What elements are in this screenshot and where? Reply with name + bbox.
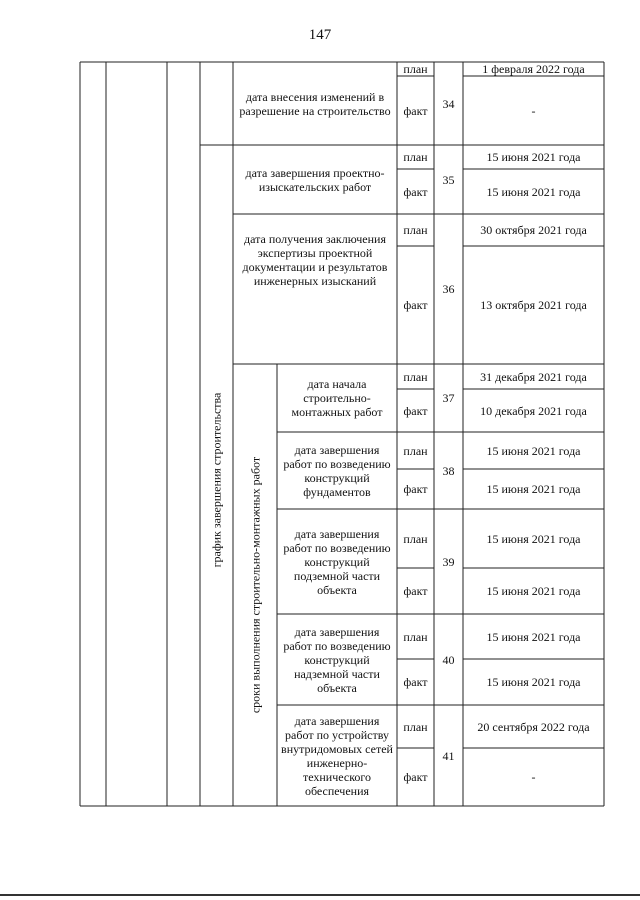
row-36-plan-label: план [403, 223, 428, 237]
row-38-plan-label: план [403, 443, 428, 458]
row-35-fact-label: факт [403, 184, 428, 199]
row-35-description: дата завершения проектно-изыскательских работ [245, 165, 385, 194]
row-36-fact-value: 13 октября 2021 года [480, 298, 587, 312]
row-34-fact-value: - [531, 103, 536, 118]
row-37-description: дата начала строительно-монтажных работ [291, 377, 383, 419]
row-34-fact-label: факт [403, 103, 428, 118]
row-36-plan-value: 30 октября 2021 года [480, 223, 587, 237]
row-40-fact-label: факт [403, 675, 428, 689]
schedule-vertical-label: график завершения строительства [209, 392, 224, 568]
row-40-number: 40 [442, 652, 455, 667]
row-38-plan-value: 15 июня 2021 года [486, 443, 581, 458]
construction-terms-vertical-label: сроки выполнения строительно-монтажных работ [248, 456, 263, 714]
row-40-fact-value: 15 июня 2021 года [486, 675, 581, 689]
row-39-description: дата завершения работ по возведению конструкций подземной части объекта [283, 526, 391, 597]
row-40-plan-label: план [403, 629, 428, 644]
row-41-fact-value: - [531, 770, 536, 784]
row-40-description: дата завершения работ по возведению конструкций надземной части объекта [283, 624, 391, 695]
row-41-plan-label: план [403, 719, 428, 734]
row-34-description: дата внесения изменений в разрешение на строительство [239, 89, 391, 118]
row-41-fact-label: факт [403, 770, 428, 784]
row-36-fact-label: факт [403, 298, 428, 312]
row-39-number: 39 [442, 554, 455, 569]
row-35-plan-value: 15 июня 2021 года [486, 150, 581, 164]
row-40-plan-value: 15 июня 2021 года [486, 629, 581, 644]
row-34-number: 34 [442, 96, 455, 111]
row-35-plan-label: план [403, 150, 428, 164]
page-bottom-rule [0, 894, 640, 896]
row-41-number: 41 [442, 748, 455, 763]
row-35-fact-value: 15 июня 2021 года [486, 184, 581, 199]
row-39-fact-label: факт [403, 584, 428, 598]
row-36-number: 36 [442, 282, 455, 296]
row-39-plan-label: план [403, 531, 428, 546]
row-34-plan-value: 1 февраля 2022 года [482, 62, 585, 76]
row-37-plan-value: 31 декабря 2021 года [480, 369, 587, 384]
row-38-description: дата завершения работ по возведению конструкций фундаментов [283, 442, 391, 499]
row-36-description: дата получения заключения экспертизы проектной документации и результатов инженерных изысканий [242, 232, 388, 288]
page-number: 147 [308, 27, 332, 43]
row-38-number: 38 [442, 463, 455, 478]
row-37-number: 37 [442, 391, 455, 405]
row-35-number: 35 [442, 172, 455, 187]
row-37-fact-value: 10 декабря 2021 года [480, 403, 587, 418]
row-39-fact-value: 15 июня 2021 года [486, 584, 581, 598]
row-39-plan-value: 15 июня 2021 года [486, 531, 581, 546]
row-37-plan-label: план [403, 369, 428, 384]
row-41-plan-value: 20 сентября 2022 года [477, 719, 590, 734]
row-41-description: дата завершения работ по устройству внутридомовых сетей инженерно-технического обеспечения [281, 713, 393, 798]
row-38-fact-value: 15 июня 2021 года [486, 482, 581, 496]
row-38-fact-label: факт [403, 482, 428, 496]
row-34-plan-label: план [403, 62, 428, 76]
row-37-fact-label: факт [403, 403, 428, 418]
